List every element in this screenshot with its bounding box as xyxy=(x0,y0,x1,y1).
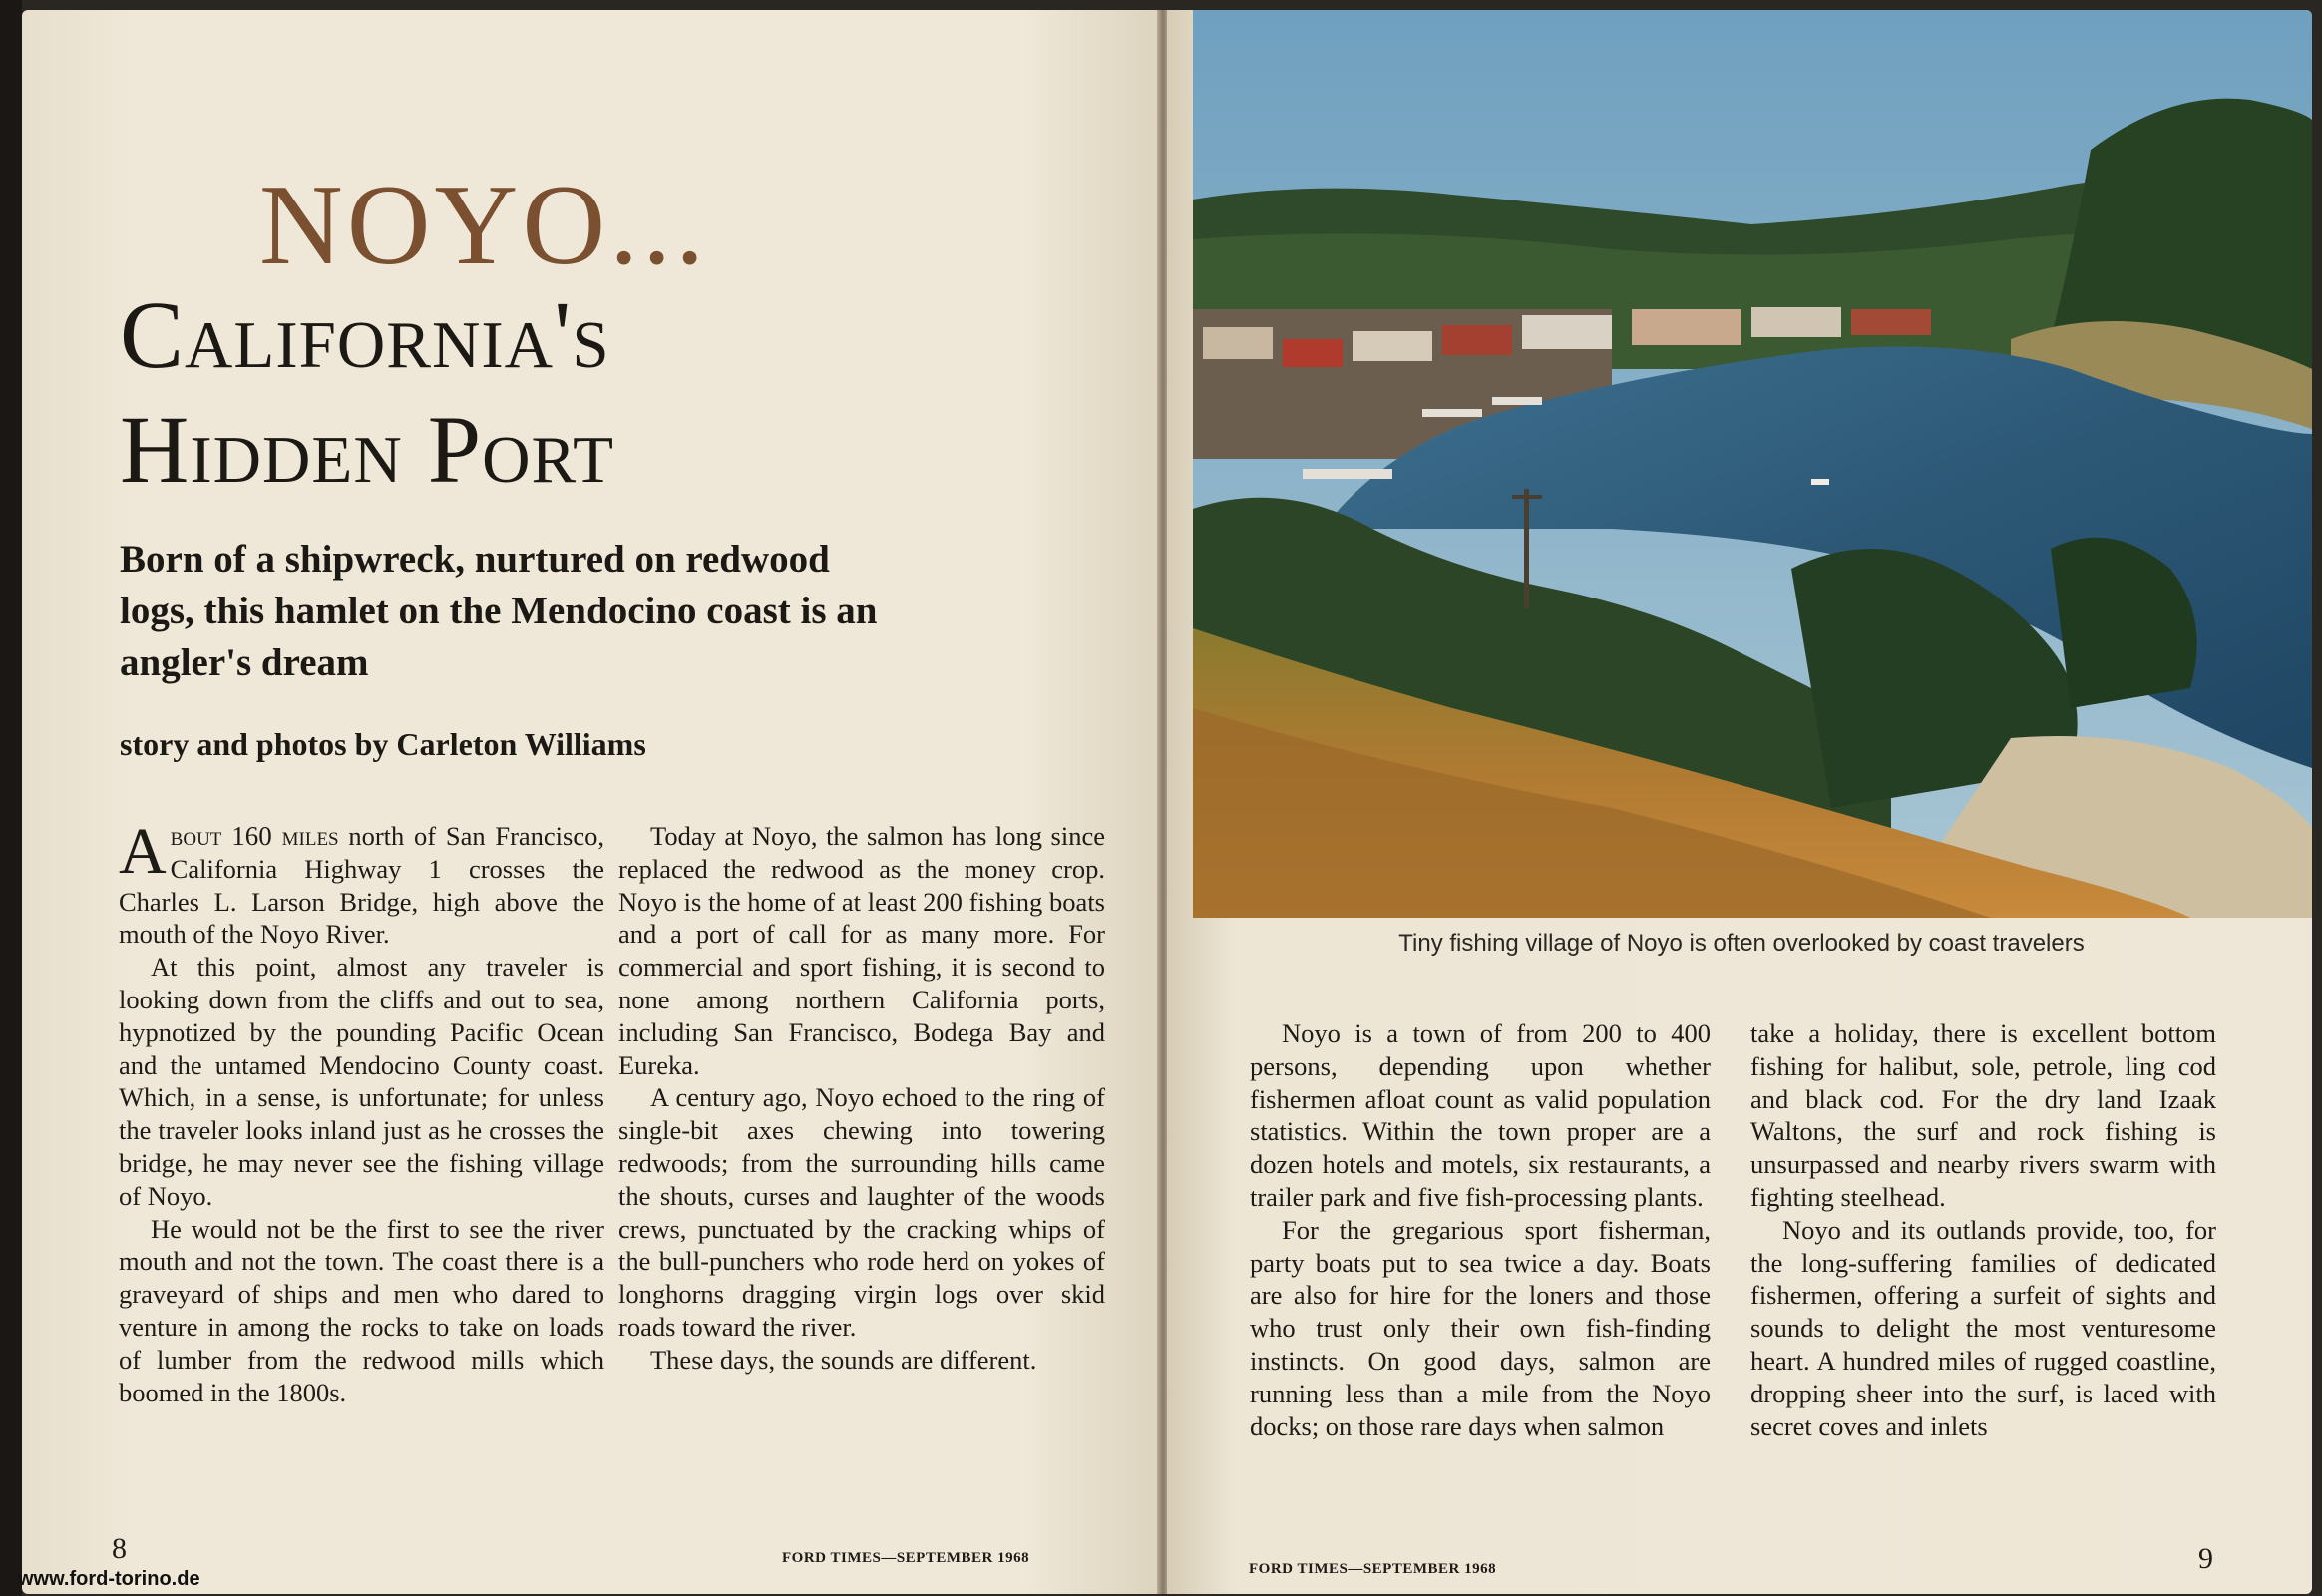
book-edge xyxy=(0,0,22,1596)
watermark-text: www.ford-torino.de xyxy=(18,1568,200,1590)
paragraph: Today at Noyo, the salmon has long since replaced the redwood as the money crop. Noyo is the home of at least 200 fishing boats and a port of call for as many more. For commercial and sport fishing, it is second to none among northern California ports, including San Francisco, Bodega Bay and Eureka. xyxy=(618,821,1105,1080)
paragraph-text: north of San Francisco, California Highway 1 crosses the Charles L. Larson Bridge, high above the mouth of the Noyo River. xyxy=(119,821,604,950)
paragraph: Noyo is a town of from 200 to 400 persons, depending upon whether fishermen afloat count as valid population statistics. Within the town proper are a dozen hotels and motels, six restaurants, a trailer park and five fish-processing plants. xyxy=(1250,1018,1711,1212)
article-title-californias: California's xyxy=(120,281,610,388)
lead-in: bout 160 miles xyxy=(170,821,339,851)
article-title-noyo: NOYO... xyxy=(259,162,709,289)
article-subtitle: Born of a shipwreck, nurtured on redwood logs, this hamlet on the Mendocino coast is an angler's dream xyxy=(120,538,878,684)
right-page xyxy=(1167,10,2312,1594)
text-column-4 xyxy=(1750,1017,2216,1442)
paragraph: At this point, almost any traveler is looking down from the cliffs and out to sea, hypnotized by the pounding Pacific Ocean and the untamed Mendocino County coast. Which, in a sense, is unfortunate; for unless the traveler looks inland just as he crosses the bridge, he may never see the fishing village of Noyo. xyxy=(119,952,604,1211)
byline: story and photos by Carleton Williams xyxy=(120,726,646,762)
paragraph: A century ago, Noyo echoed to the ring of single-bit axes chewing into towering redwoods; from the surrounding hills came the shouts, curses and laughter of the woods crews, punctuated by the cracking whips of the bull-punchers who rode herd on yokes of longhorns dragging virgin logs over skid roads toward the river. xyxy=(618,1082,1105,1342)
running-footer: FORD TIMES—SEPTEMBER 1968 xyxy=(782,1550,1030,1566)
text-column-3 xyxy=(1250,1017,1711,1442)
paragraph: Noyo and its outlands provide, too, for the long-suffering families of dedicated fishermen, offering a surfeit of sights and sounds to delight the most venturesome heart. A hundred miles of rugged coastline, dropping sheer into the surf, is laced with secret coves and inlets xyxy=(1750,1214,2216,1441)
text-column-2 xyxy=(618,820,1105,1377)
drop-cap: A xyxy=(119,815,167,888)
harbor-photo xyxy=(1193,10,2312,918)
paragraph: These days, the sounds are different. xyxy=(650,1344,1037,1375)
article-title-hidden-port: Hidden Port xyxy=(120,396,615,503)
left-page xyxy=(22,10,1159,1594)
page-number: 8 xyxy=(112,1532,127,1565)
photo-caption: Tiny fishing village of Noyo is often overlooked by coast travelers xyxy=(1398,930,2085,957)
page-number: 9 xyxy=(2198,1542,2213,1575)
paragraph xyxy=(119,815,604,951)
paragraph: take a holiday, there is excellent bottom fishing for halibut, sole, petrole, ling cod and black cod. For the dry land Izaak Waltons, the surf and rock fishing is unsurpassed and nearby rivers swarm with fighting steelhead. xyxy=(1750,1018,2216,1212)
text-column-1 xyxy=(119,815,604,1408)
paragraph: For the gregarious sport fisherman, party boats put to sea twice a day. Boats are also for hire for the loners and those who trust only their own fish-finding instincts. On good days, salmon are running less than a mile from the Noyo docks; on those rare days when salmon xyxy=(1250,1214,1711,1441)
running-footer: FORD TIMES—SEPTEMBER 1968 xyxy=(1249,1561,1497,1577)
paragraph: He would not be the first to see the river mouth and not the town. The coast there is a graveyard of ships and men who dared to venture in among the rocks to take on loads of lumber from the redwood mills which boomed in the 1800s. xyxy=(119,1213,604,1407)
